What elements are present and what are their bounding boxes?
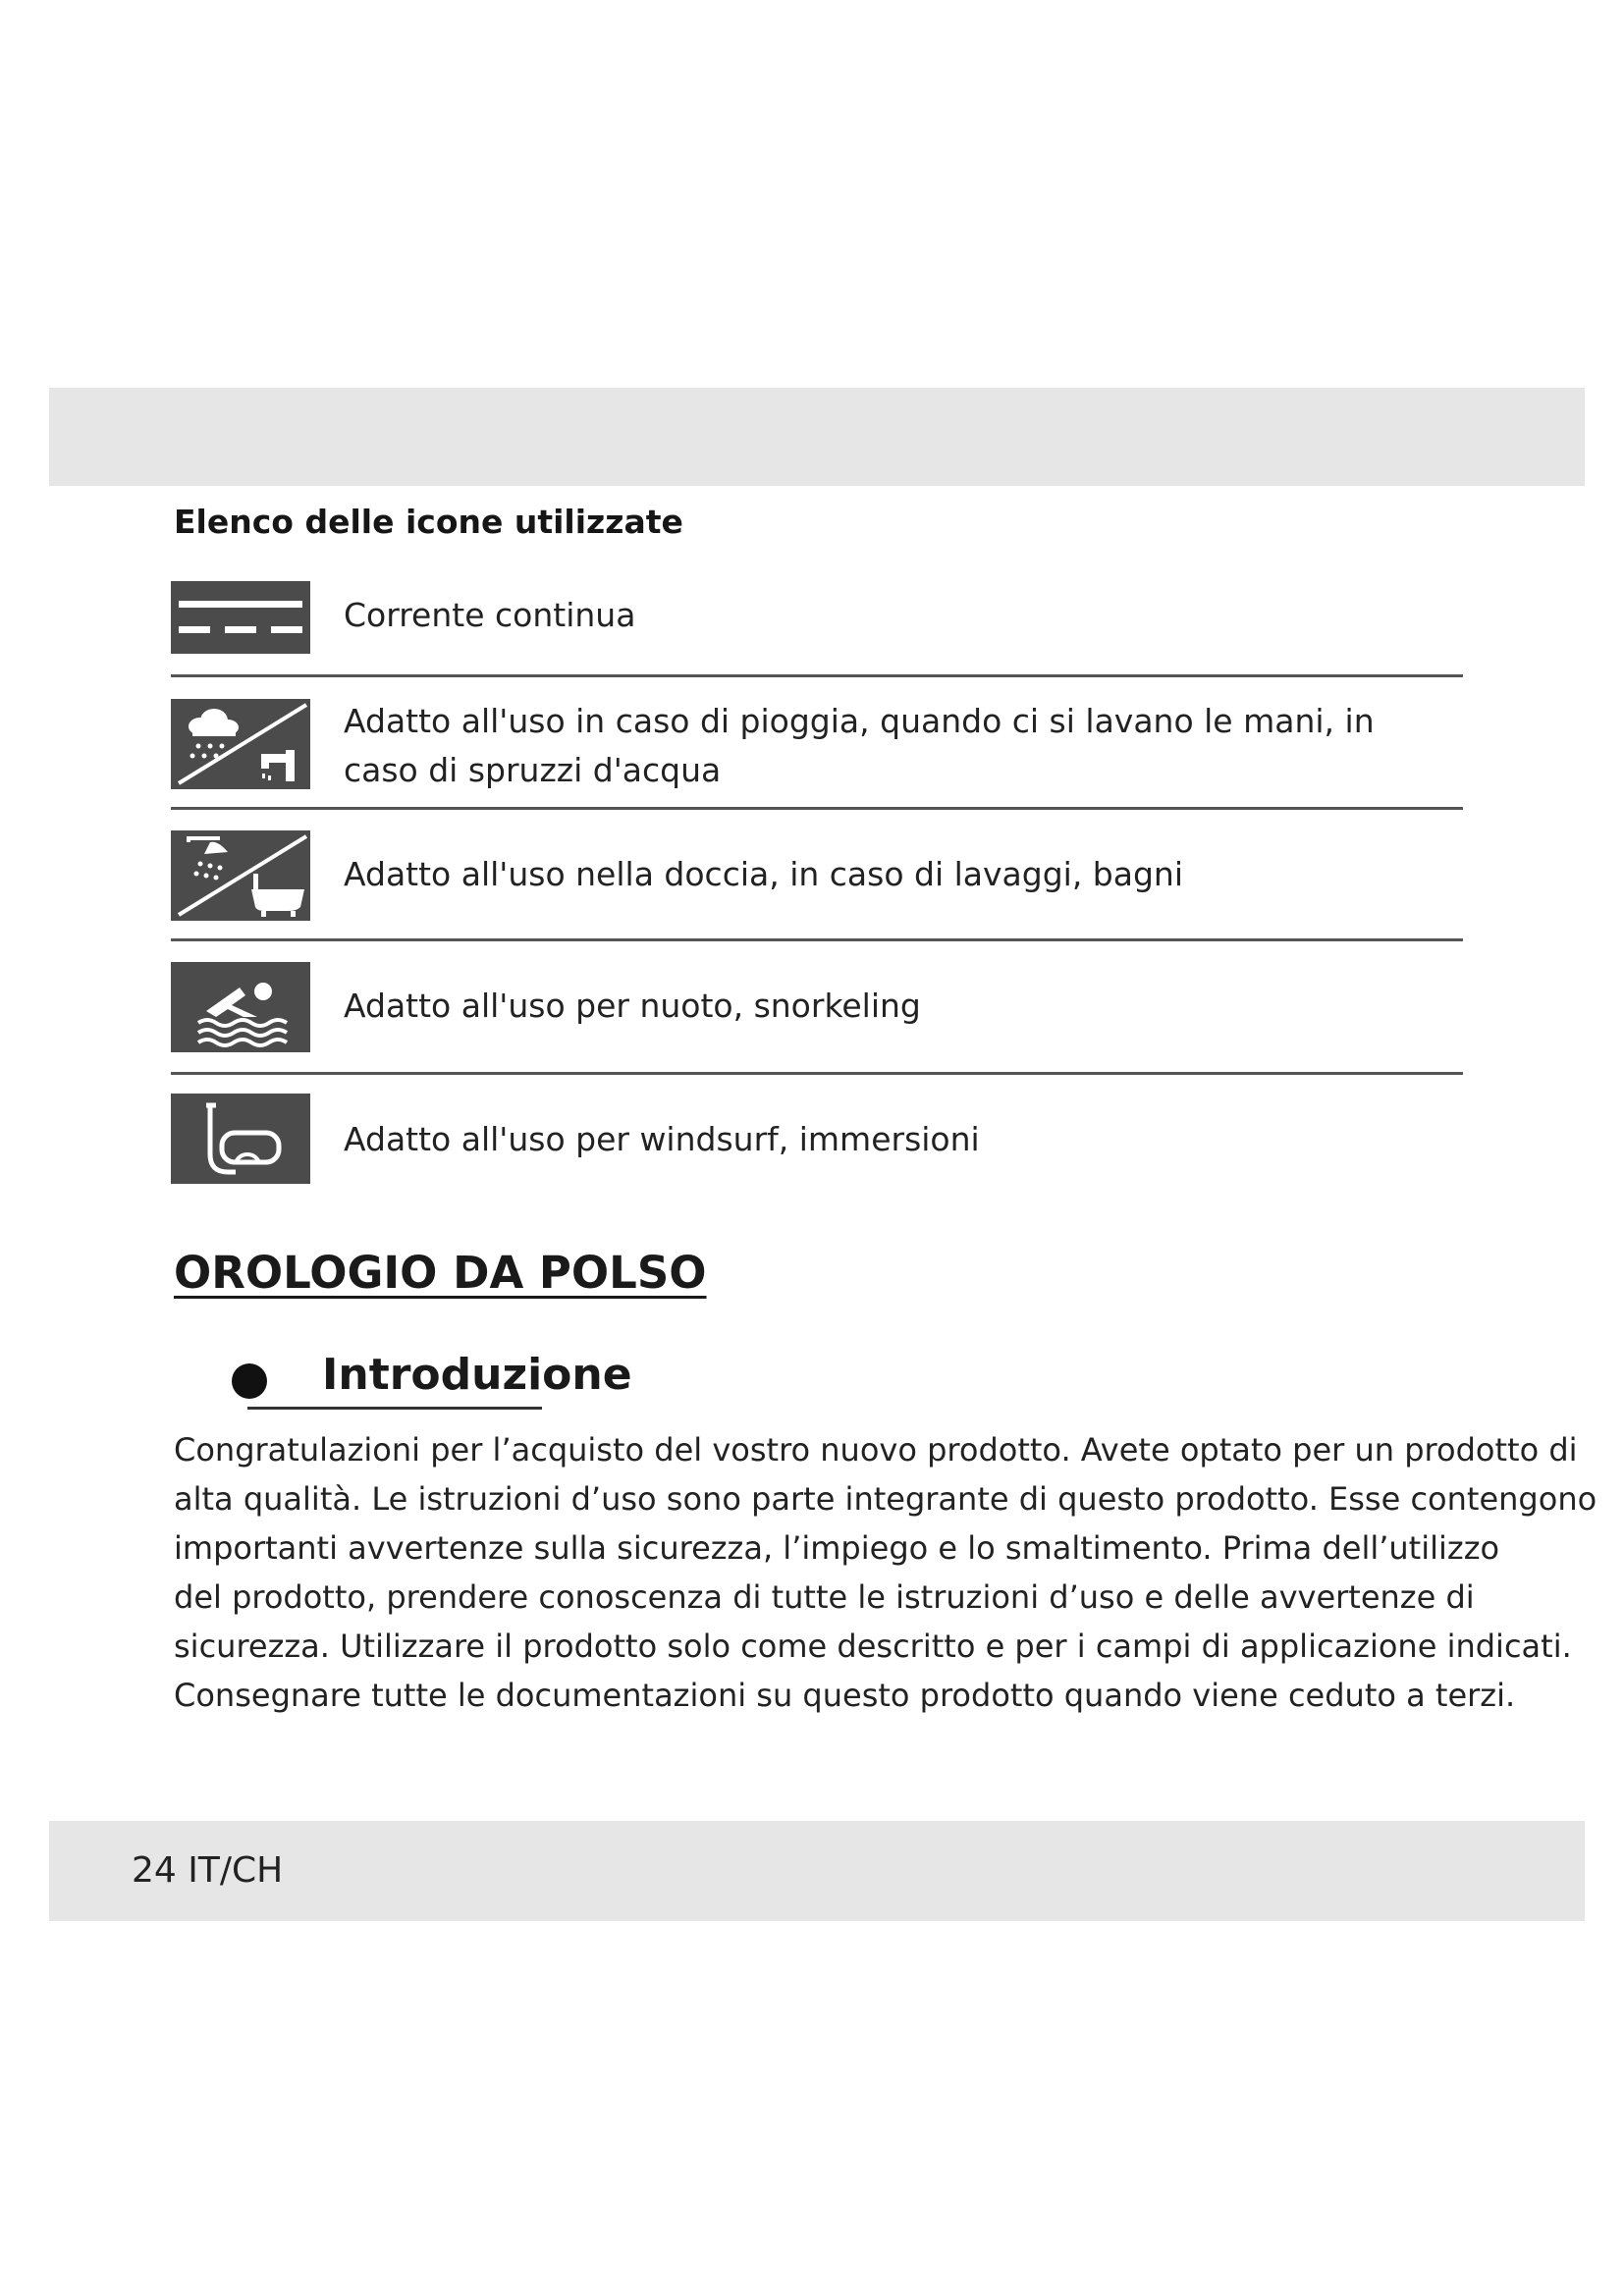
rain-splash-icon bbox=[171, 699, 310, 789]
intro-paragraph bbox=[174, 1425, 1597, 1720]
subsection-underline bbox=[247, 1407, 542, 1410]
section-title: OROLOGIO DA POLSO bbox=[174, 1247, 707, 1299]
footer-band bbox=[49, 1821, 1585, 1921]
intro-line: sicurezza. Utilizzare il prodotto solo come descritto e per i campi di applicazione indicati. bbox=[174, 1628, 1572, 1665]
row-divider bbox=[171, 674, 1463, 677]
intro-line: del prodotto, prendere conoscenza di tutte le istruzioni d’uso e delle avvertenze di bbox=[174, 1578, 1475, 1616]
row-divider bbox=[171, 1072, 1463, 1075]
intro-line: importanti avvertenze sulla sicurezza, l’impiego e lo smaltimento. Prima dell’utilizzo bbox=[174, 1529, 1500, 1567]
intro-line: Congratulazioni per l’acquisto del vostro nuovo prodotto. Avete optato per un prodotto di bbox=[174, 1431, 1578, 1468]
icon-list-item-diving-mask bbox=[171, 1094, 1463, 1192]
subsection-title: Introduzione bbox=[322, 1350, 632, 1400]
icons-list-title: Elenco delle icone utilizzate bbox=[174, 503, 683, 541]
diving-mask-icon bbox=[171, 1094, 310, 1184]
row-divider bbox=[171, 938, 1463, 941]
row-divider bbox=[171, 807, 1463, 810]
icon-list-item-swimming bbox=[171, 962, 1463, 1060]
icon-list-item-direct-current bbox=[171, 581, 1463, 660]
icon-list-item-shower-bath bbox=[171, 830, 1463, 929]
intro-line: Consegnare tutte le documentazioni su questo prodotto quando viene ceduto a terzi. bbox=[174, 1677, 1516, 1714]
intro-line: alta qualità. Le istruzioni d’uso sono parte integrante di questo prodotto. Esse contengono bbox=[174, 1480, 1597, 1518]
icon-description: Adatto all'uso per windsurf, immersioni bbox=[344, 1120, 980, 1158]
header-band bbox=[49, 388, 1585, 486]
shower-bath-icon bbox=[171, 830, 310, 921]
page-number: 24 IT/CH bbox=[132, 1850, 284, 1891]
direct-current-icon bbox=[171, 581, 310, 654]
icon-description: Corrente continua bbox=[344, 596, 636, 634]
bullet-icon bbox=[232, 1363, 267, 1399]
icon-description: Adatto all'uso nella doccia, in caso di lavaggi, bagni bbox=[344, 855, 1184, 893]
icon-description: Adatto all'uso in caso di pioggia, quando ci si lavano le mani, in caso di spruzzi d'acqua bbox=[344, 702, 1375, 789]
swimming-icon bbox=[171, 962, 310, 1052]
icon-description: Adatto all'uso per nuoto, snorkeling bbox=[344, 987, 921, 1025]
icon-list-item-rain-splash bbox=[171, 699, 1463, 797]
